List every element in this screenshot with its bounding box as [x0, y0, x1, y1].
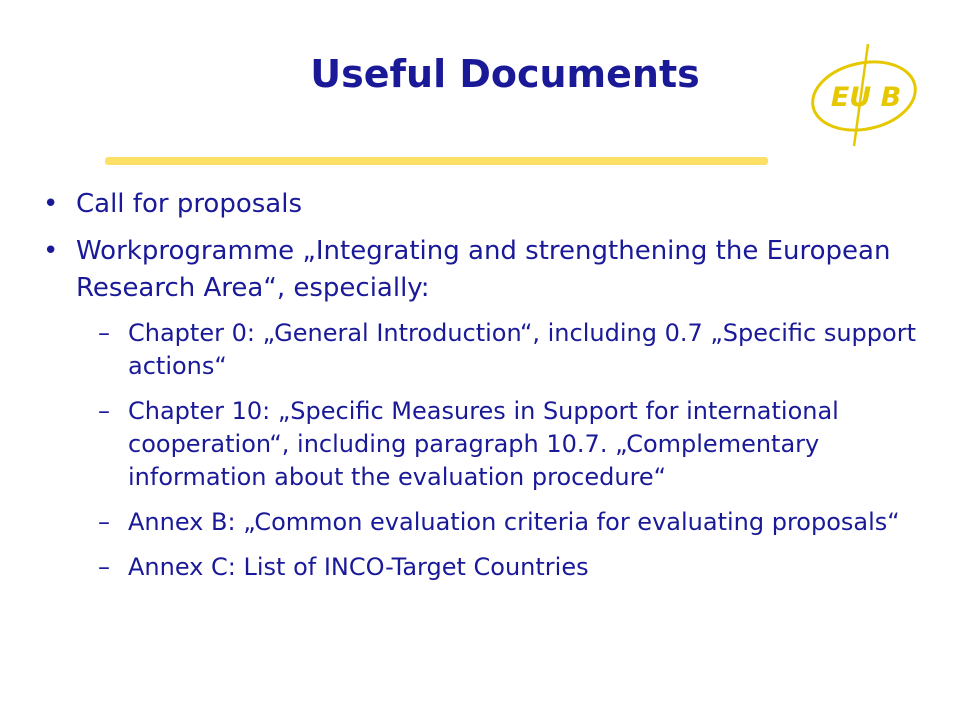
sub-list-item [40, 551, 920, 584]
title-underline [105, 157, 768, 165]
list-item [40, 233, 920, 307]
dash-icon: – [98, 553, 110, 581]
logo-text: EU B [830, 82, 902, 113]
sub-list-item-text: Chapter 0: „General Introduction“, including 0.7 „Specific support actions“ [128, 319, 916, 380]
sub-list-item [40, 395, 920, 494]
sub-list-item [40, 317, 920, 383]
slide-title: Useful Documents [310, 52, 700, 96]
slide-body [40, 186, 920, 596]
dash-icon: – [98, 508, 110, 536]
list-item [40, 186, 920, 223]
sub-list-item-text: Chapter 10: „Specific Measures in Support for international cooperation“, including paragraph 10.7. „Complementary information about the evaluation procedure“ [128, 397, 839, 491]
dash-icon: – [98, 397, 110, 425]
bullet-icon: • [43, 189, 59, 219]
list-item-text: Call for proposals [76, 189, 303, 219]
dash-icon: – [98, 319, 110, 347]
sub-list-item-text: Annex B: „Common evaluation criteria for evaluating proposals“ [128, 508, 900, 536]
sub-list-item [40, 506, 920, 539]
sub-list-item-text: Annex C: List of INCO-Target Countries [128, 553, 589, 581]
bullet-icon: • [43, 236, 59, 266]
list-item-text: Workprogramme „Integrating and strengthening the European Research Area“, especially: [76, 236, 891, 303]
eub-logo [806, 40, 926, 150]
